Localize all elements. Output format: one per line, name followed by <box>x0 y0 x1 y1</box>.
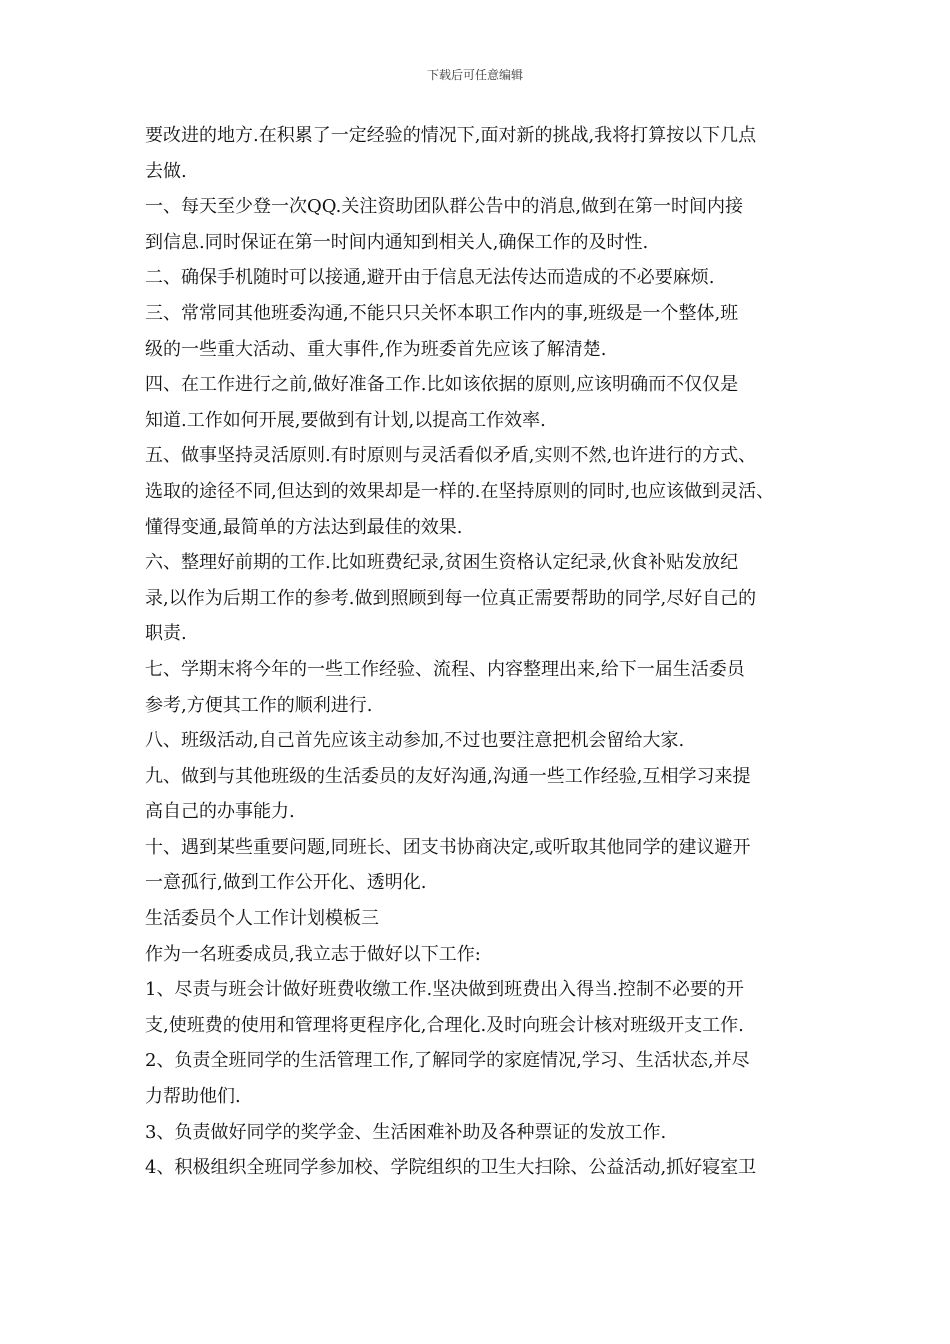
text-line: 五、做事坚持灵活原则.有时原则与灵活看似矛盾,实则不然,也许进行的方式、 <box>145 445 757 467</box>
text-line: 要改进的地方.在积累了一定经验的情况下,面对新的挑战,我将打算按以下几点 <box>145 125 757 146</box>
text-line: 参考,方便其工作的顺利进行. <box>145 694 373 716</box>
text-line: 四、在工作进行之前,做好准备工作.比如该依据的原则,应该明确而不仅仅是 <box>145 374 739 396</box>
text-line: 选取的途径不同,但达到的效果却是一样的.在坚持原则的同时,也应该做到灵活、 <box>145 480 775 502</box>
text-line: 作为一名班委成员,我立志于做好以下工作: <box>145 943 481 965</box>
page-header <box>0 66 950 83</box>
text-line: 力帮助他们. <box>145 1086 241 1108</box>
text-line: 支,使班费的使用和管理将更程序化,合理化.及时向班会计核对班级开支工作. <box>145 1014 744 1036</box>
text-line: 三、常常同其他班委沟通,不能只只关怀本职工作内的事,班级是一个整体,班 <box>145 302 739 324</box>
text-line: 4、积极组织全班同学参加校、学院组织的卫生大扫除、公益活动,抓好寝室卫 <box>145 1157 757 1179</box>
text-line: 2、负责全班同学的生活管理工作,了解同学的家庭情况,学习、生活状态,并尽 <box>145 1050 750 1072</box>
text-line: 二、确保手机随时可以接通,避开由于信息无法传达而造成的不必要麻烦. <box>145 267 715 289</box>
document-body <box>145 118 810 1186</box>
text-line: 八、班级活动,自己首先应该主动参加,不过也要注意把机会留给大家. <box>145 730 685 752</box>
text-line: 职责. <box>145 623 187 645</box>
text-line: 1、尽责与班会计做好班费收缴工作.坚决做到班费出入得当.控制不必要的开 <box>145 979 744 1001</box>
text-line: 一意孤行,做到工作公开化、透明化. <box>145 872 427 894</box>
text-line: 3、负责做好同学的奖学金、生活困难补助及各种票证的发放工作. <box>145 1121 667 1143</box>
text-line: 一、每天至少登一次QQ.关注资助团队群公告中的消息,做到在第一时间内接 <box>145 196 744 218</box>
text-line: 九、做到与其他班级的生活委员的友好沟通,沟通一些工作经验,互相学习来提 <box>145 765 751 787</box>
text-line: 懂得变通,最简单的方法达到最佳的效果. <box>145 516 463 538</box>
text-line: 录,以作为后期工作的参考.做到照顾到每一位真正需要帮助的同学,尽好自己的 <box>145 587 757 609</box>
text-line: 七、学期末将今年的一些工作经验、流程、内容整理出来,给下一届生活委员 <box>145 658 745 680</box>
text-line: 去做. <box>145 160 187 182</box>
text-line: 到信息.同时保证在第一时间内通知到相关人,确保工作的及时性. <box>145 231 649 253</box>
section-heading: 生活委员个人工作计划模板三 <box>145 908 379 930</box>
text-line: 知道.工作如何开展,要做到有计划,以提高工作效率. <box>145 409 546 431</box>
text-line: 高自己的办事能力. <box>145 801 295 823</box>
text-line: 级的一些重大活动、重大事件,作为班委首先应该了解清楚. <box>145 338 607 360</box>
text-line: 十、遇到某些重要问题,同班长、团支书协商决定,或听取其他同学的建议避开 <box>145 836 751 858</box>
header-note: 下载后可任意编辑 <box>426 68 523 82</box>
text-line: 六、整理好前期的工作.比如班费纪录,贫困生资格认定纪录,伙食补贴发放纪 <box>145 552 739 574</box>
